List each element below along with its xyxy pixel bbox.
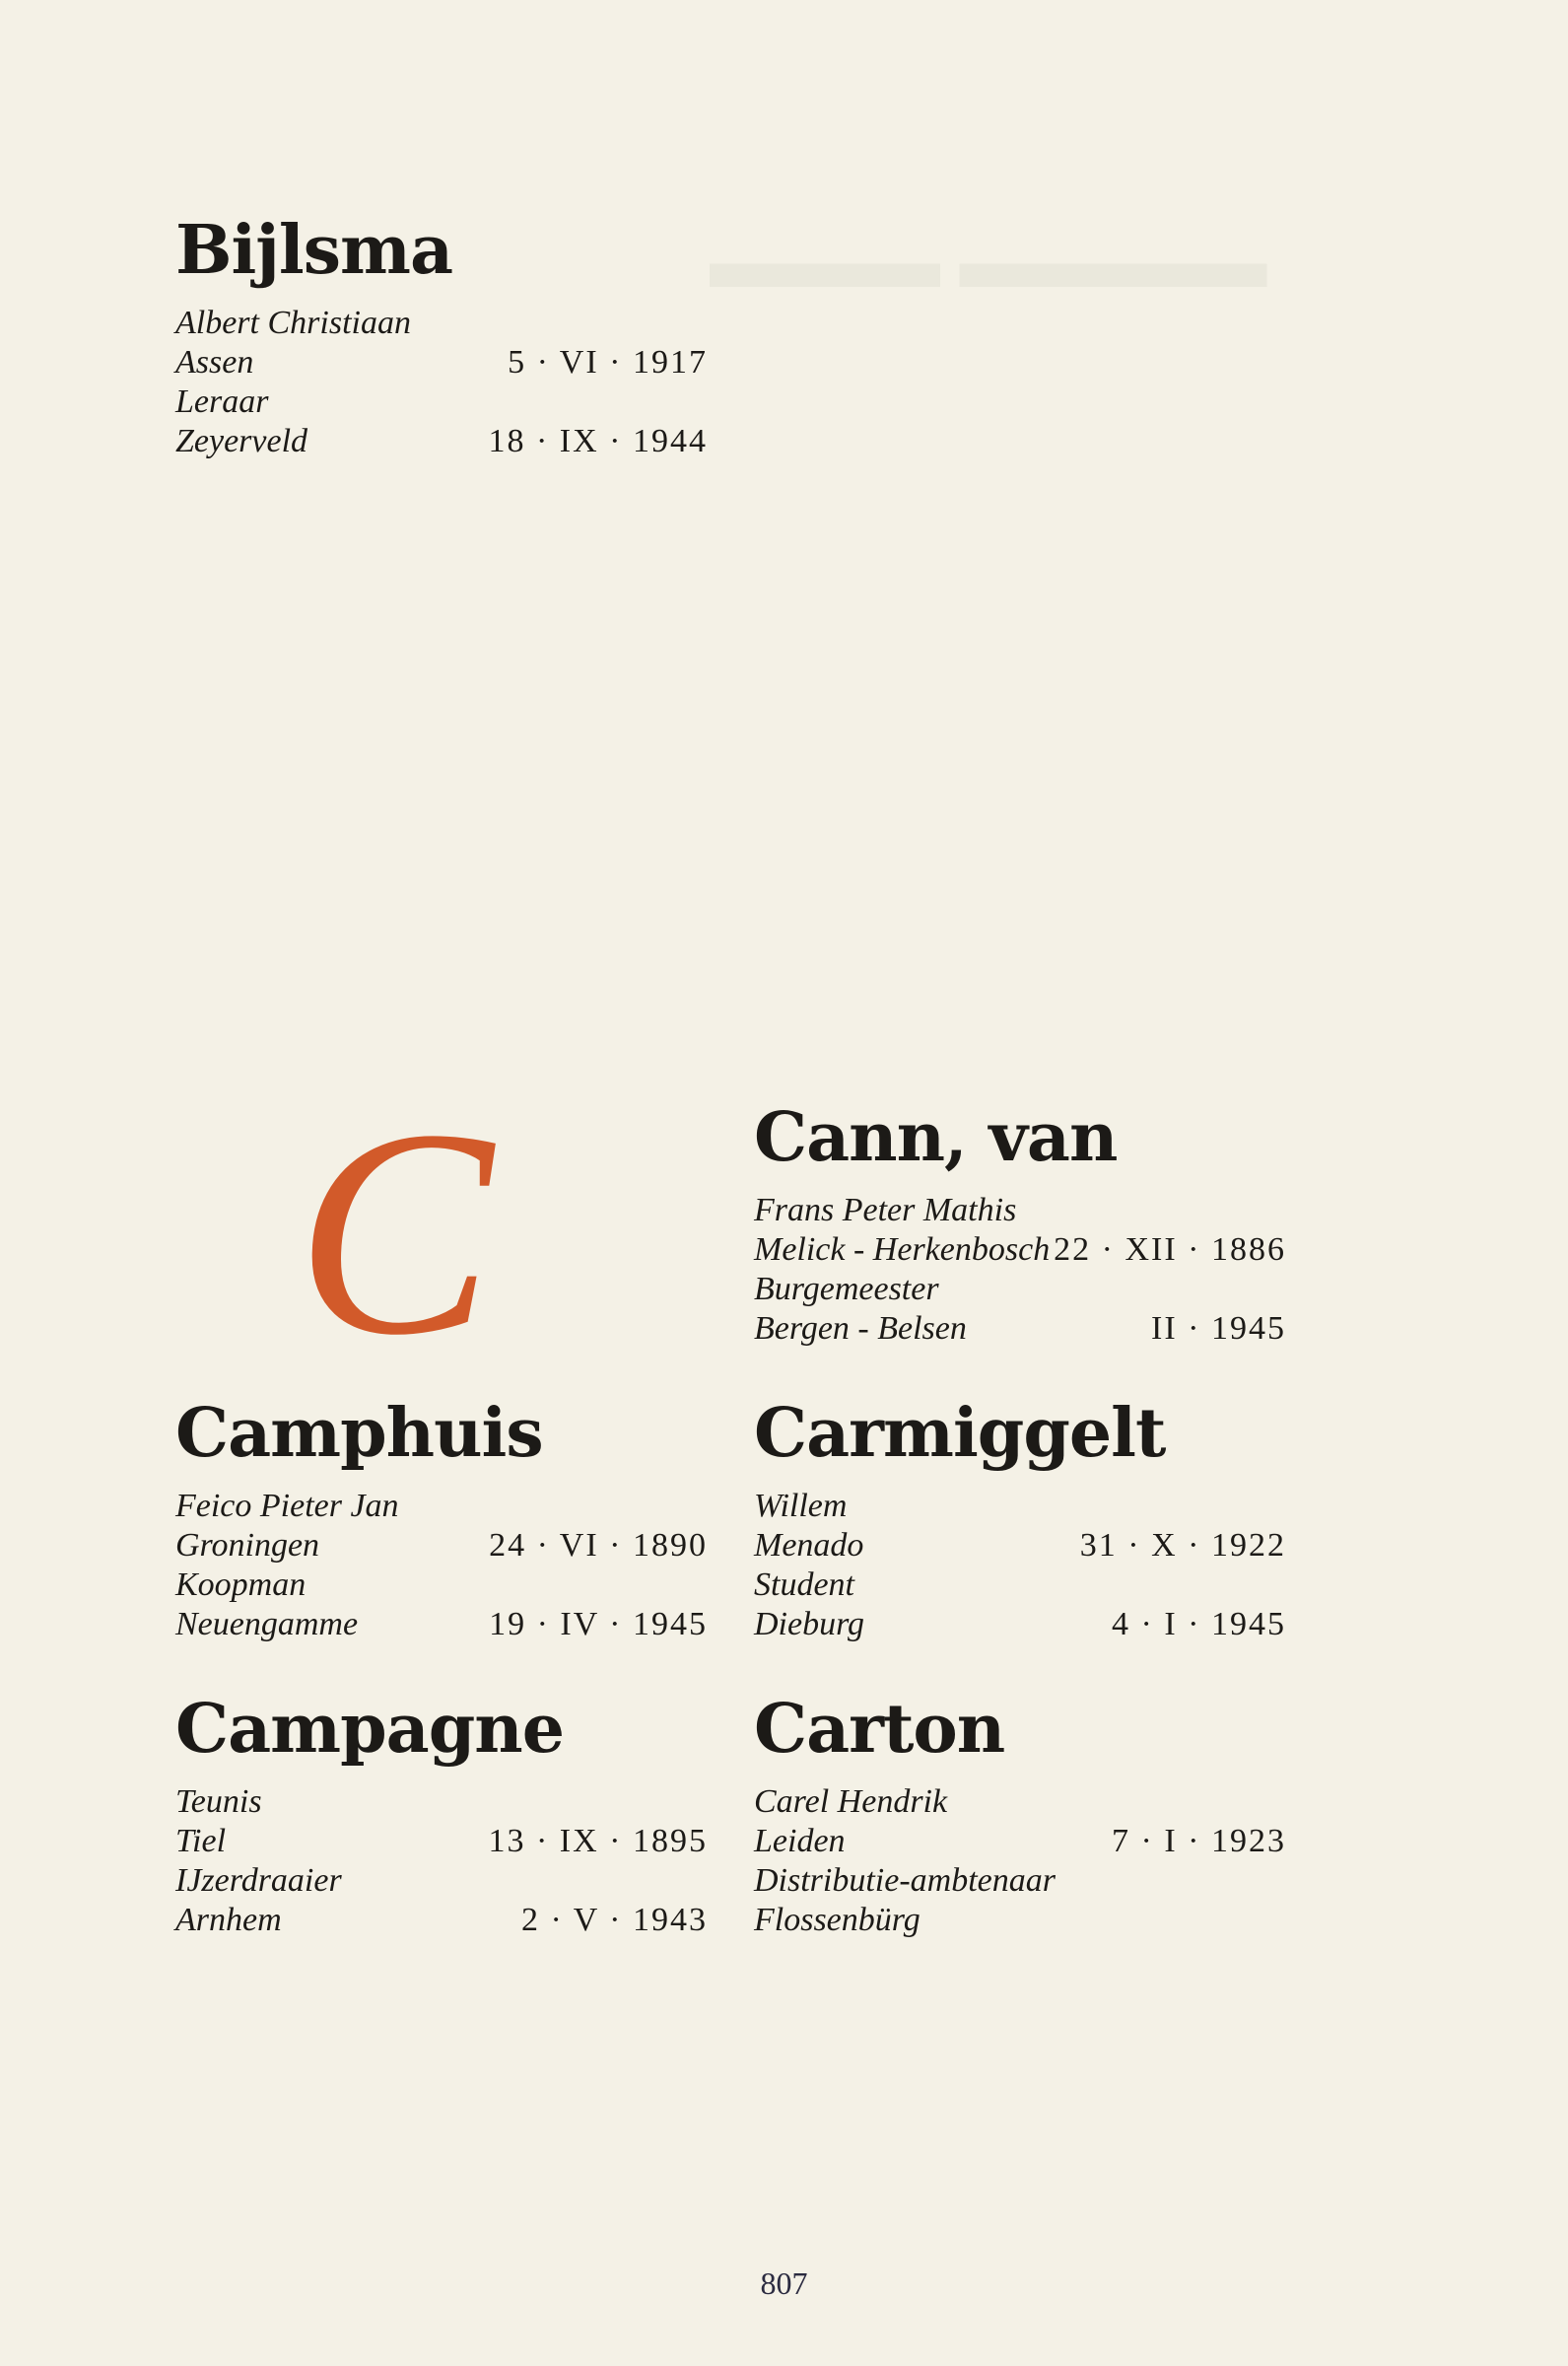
entry-surname: Carton: [754, 1690, 1005, 1769]
entry-camphuis: [175, 1394, 708, 1644]
entry-occupation-row: [175, 1861, 708, 1901]
entry-given-names: Albert Christiaan: [175, 305, 411, 341]
entry-surname: Bijlsma: [175, 211, 453, 290]
entry-birth-place: Melick - Herkenbosch: [754, 1231, 1051, 1268]
entry-carton: [754, 1690, 1286, 1940]
entry-surname: Cann, van: [754, 1098, 1118, 1177]
entry-birth-date: 24 · VI · 1890: [489, 1527, 708, 1564]
entry-death-date: II · 1945: [1151, 1310, 1286, 1347]
entry-occupation: Distributie-ambtenaar: [754, 1862, 1056, 1899]
entry-occupation-row: [175, 1566, 708, 1605]
entry-death-place: Bergen - Belsen: [754, 1310, 967, 1347]
entry-carmiggelt: [754, 1394, 1286, 1644]
show-through-decoration: ▬▬▬▬ ▬▬▬: [710, 218, 1267, 304]
entry-birth-place: Leiden: [754, 1823, 846, 1859]
entry-birth-place: Assen: [175, 344, 254, 381]
entry-bijlsma: [175, 211, 708, 461]
entry-occupation: Koopman: [175, 1566, 307, 1603]
entry-death-place: Arnhem: [175, 1902, 282, 1938]
entry-cann-van: [754, 1098, 1286, 1349]
entry-death-place: Zeyerveld: [175, 423, 308, 459]
entry-birth-row: [175, 1526, 708, 1566]
entry-given-names-row: [175, 1782, 708, 1822]
entry-occupation-row: [754, 1566, 1286, 1605]
entry-birth-row: [175, 1822, 708, 1861]
entry-campagne: [175, 1690, 708, 1940]
entry-given-names-row: [175, 1487, 708, 1526]
entry-birth-row: [754, 1822, 1286, 1861]
entry-birth-row: [175, 343, 708, 383]
entry-death-date: 2 · V · 1943: [521, 1902, 708, 1938]
entry-death-row: [754, 1309, 1286, 1349]
entry-given-names: Teunis: [175, 1783, 262, 1820]
entry-occupation-row: [175, 383, 708, 422]
entry-given-names: Carel Hendrik: [754, 1783, 948, 1820]
entry-death-place: Dieburg: [754, 1606, 865, 1642]
entry-death-row: [175, 422, 708, 461]
entry-death-row: [175, 1605, 708, 1644]
entry-occupation: Leraar: [175, 383, 269, 420]
decorative-initial-c: C: [296, 1069, 494, 1396]
entry-death-place: Flossenbürg: [754, 1902, 920, 1938]
entry-occupation: Burgemeester: [754, 1271, 939, 1307]
entry-death-place: Neuengamme: [175, 1606, 359, 1642]
entry-occupation: Student: [754, 1566, 854, 1603]
entry-birth-place: Menado: [754, 1527, 864, 1564]
entry-given-names-row: [754, 1782, 1286, 1822]
entry-birth-date: 13 · IX · 1895: [488, 1823, 708, 1859]
entry-occupation-row: [754, 1270, 1286, 1309]
entry-given-names-row: [754, 1191, 1286, 1230]
entry-surname: Carmiggelt: [754, 1394, 1166, 1473]
entry-given-names: Willem: [754, 1488, 848, 1524]
entry-death-date: 4 · I · 1945: [1112, 1606, 1286, 1642]
entry-death-row: [754, 1901, 1286, 1940]
entry-birth-row: [754, 1526, 1286, 1566]
page-number: 807: [760, 2265, 808, 2301]
entry-birth-date: 22 · XII · 1886: [1054, 1231, 1286, 1268]
entry-given-names: Frans Peter Mathis: [754, 1192, 1017, 1228]
entry-occupation: IJzerdraaier: [175, 1862, 342, 1899]
entry-death-date: 19 · IV · 1945: [489, 1606, 708, 1642]
entry-birth-place: Groningen: [175, 1527, 320, 1564]
entry-surname: Camphuis: [175, 1394, 543, 1473]
entry-birth-place: Tiel: [175, 1823, 227, 1859]
entry-birth-row: [754, 1230, 1286, 1270]
entry-death-row: [175, 1901, 708, 1940]
entry-given-names-row: [175, 304, 708, 343]
entry-given-names-row: [754, 1487, 1286, 1526]
entry-death-date: 18 · IX · 1944: [488, 423, 708, 459]
entry-birth-date: 5 · VI · 1917: [508, 344, 708, 381]
entry-death-row: [754, 1605, 1286, 1644]
entry-surname: Campagne: [175, 1690, 564, 1769]
entry-birth-date: 7 · I · 1923: [1112, 1823, 1286, 1859]
entry-occupation-row: [754, 1861, 1286, 1901]
entry-given-names: Feico Pieter Jan: [175, 1488, 399, 1524]
entry-birth-date: 31 · X · 1922: [1079, 1527, 1286, 1564]
